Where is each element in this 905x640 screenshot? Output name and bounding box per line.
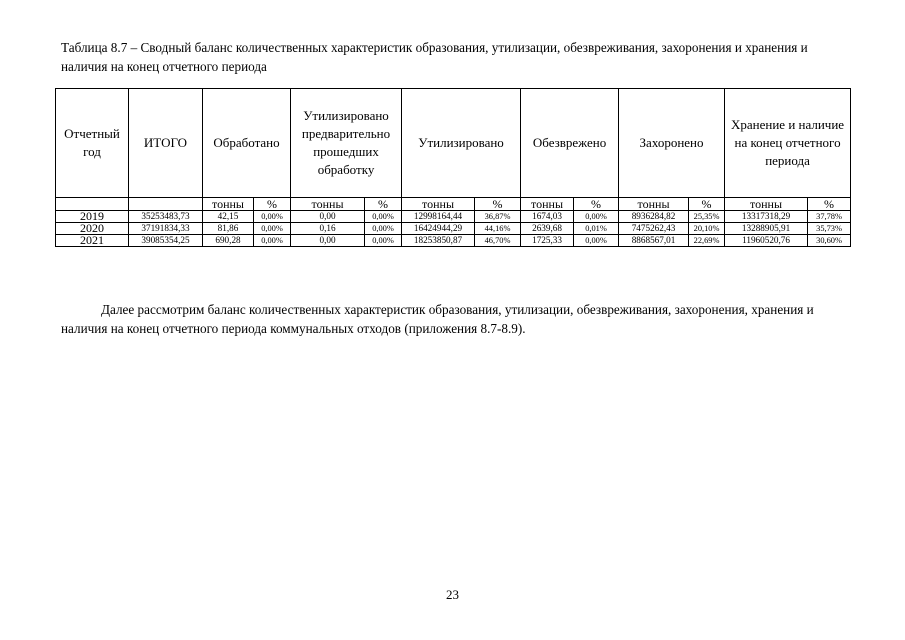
unit-percent: %: [254, 198, 291, 211]
header-row: [56, 89, 851, 198]
unit-tons: тонны: [402, 198, 475, 211]
cell-buried-tons: 7475262,43: [619, 223, 689, 235]
cell-processed-percent: 0,00%: [254, 211, 291, 223]
cell-utilized-after-percent: 0,00%: [365, 223, 402, 235]
page-number: 23: [446, 587, 459, 602]
unit-tons: тонны: [619, 198, 689, 211]
header-year: Отчетный год: [56, 89, 129, 198]
cell-stored-percent: 37,78%: [808, 211, 851, 223]
cell-utilized-after-percent: 0,00%: [365, 235, 402, 247]
body-paragraph: Далее рассмотрим баланс количественных характеристик образования, утилизации, обезвреживания, захоронения, хранения и наличия на конец отчетного периода коммунальных отходов (приложения 8.7-8.9).: [61, 302, 814, 337]
cell-stored-tons: 13317318,29: [725, 211, 808, 223]
cell-neutralized-percent: 0,01%: [574, 223, 619, 235]
cell-utilized-tons: 16424944,29: [402, 223, 475, 235]
cell-year: 2021: [56, 235, 129, 247]
cell-total: 35253483,73: [129, 211, 203, 223]
cell-stored-tons: 13288905,91: [725, 223, 808, 235]
unit-percent: %: [808, 198, 851, 211]
cell-buried-percent: 22,69%: [689, 235, 725, 247]
cell-buried-percent: 20,10%: [689, 223, 725, 235]
header-utilized: Утилизировано: [402, 89, 521, 198]
unit-tons: тонны: [291, 198, 365, 211]
header-stored: Хранение и наличие на конец отчетного периода: [725, 89, 851, 198]
cell-utilized-percent: 46,70%: [475, 235, 521, 247]
cell-buried-percent: 25,35%: [689, 211, 725, 223]
unit-percent: %: [365, 198, 402, 211]
cell-stored-tons: 11960520,76: [725, 235, 808, 247]
unit-total-empty: [129, 198, 203, 211]
cell-utilized-after-tons: 0,16: [291, 223, 365, 235]
summary-balance-table: [55, 88, 851, 247]
header-neutralized: Обезврежено: [521, 89, 619, 198]
cell-total: 37191834,33: [129, 223, 203, 235]
header-utilized-after-processing: Утилизировано предварительно прошедших обработку: [291, 89, 402, 198]
cell-stored-percent: 35,73%: [808, 223, 851, 235]
units-row: [56, 198, 851, 211]
cell-utilized-tons: 18253850,87: [402, 235, 475, 247]
cell-utilized-percent: 44,16%: [475, 223, 521, 235]
table-row: [56, 235, 851, 247]
cell-utilized-after-percent: 0,00%: [365, 211, 402, 223]
cell-buried-tons: 8868567,01: [619, 235, 689, 247]
table-row: [56, 223, 851, 235]
cell-utilized-percent: 36,87%: [475, 211, 521, 223]
header-processed: Обработано: [203, 89, 291, 198]
unit-tons: тонны: [725, 198, 808, 211]
cell-processed-tons: 42,15: [203, 211, 254, 223]
cell-processed-tons: 81,86: [203, 223, 254, 235]
table-caption: Таблица 8.7 – Сводный баланс количественных характеристик образования, утилизации, обезвреживания, захоронения и хранения и наличия на конец отчетного периода: [61, 40, 808, 74]
cell-utilized-after-tons: 0,00: [291, 211, 365, 223]
header-total: ИТОГО: [129, 89, 203, 198]
cell-utilized-after-tons: 0,00: [291, 235, 365, 247]
cell-utilized-tons: 12998164,44: [402, 211, 475, 223]
cell-neutralized-tons: 2639,68: [521, 223, 574, 235]
header-buried: Захоронено: [619, 89, 725, 198]
cell-processed-percent: 0,00%: [254, 235, 291, 247]
cell-year: 2020: [56, 223, 129, 235]
table-row: [56, 211, 851, 223]
cell-year: 2019: [56, 211, 129, 223]
cell-processed-tons: 690,28: [203, 235, 254, 247]
cell-neutralized-tons: 1725,33: [521, 235, 574, 247]
cell-total: 39085354,25: [129, 235, 203, 247]
cell-neutralized-percent: 0,00%: [574, 235, 619, 247]
cell-neutralized-tons: 1674,03: [521, 211, 574, 223]
cell-neutralized-percent: 0,00%: [574, 211, 619, 223]
unit-percent: %: [574, 198, 619, 211]
unit-tons: тонны: [203, 198, 254, 211]
cell-stored-percent: 30,60%: [808, 235, 851, 247]
unit-percent: %: [475, 198, 521, 211]
cell-processed-percent: 0,00%: [254, 223, 291, 235]
unit-year-empty: [56, 198, 129, 211]
cell-buried-tons: 8936284,82: [619, 211, 689, 223]
unit-percent: %: [689, 198, 725, 211]
unit-tons: тонны: [521, 198, 574, 211]
